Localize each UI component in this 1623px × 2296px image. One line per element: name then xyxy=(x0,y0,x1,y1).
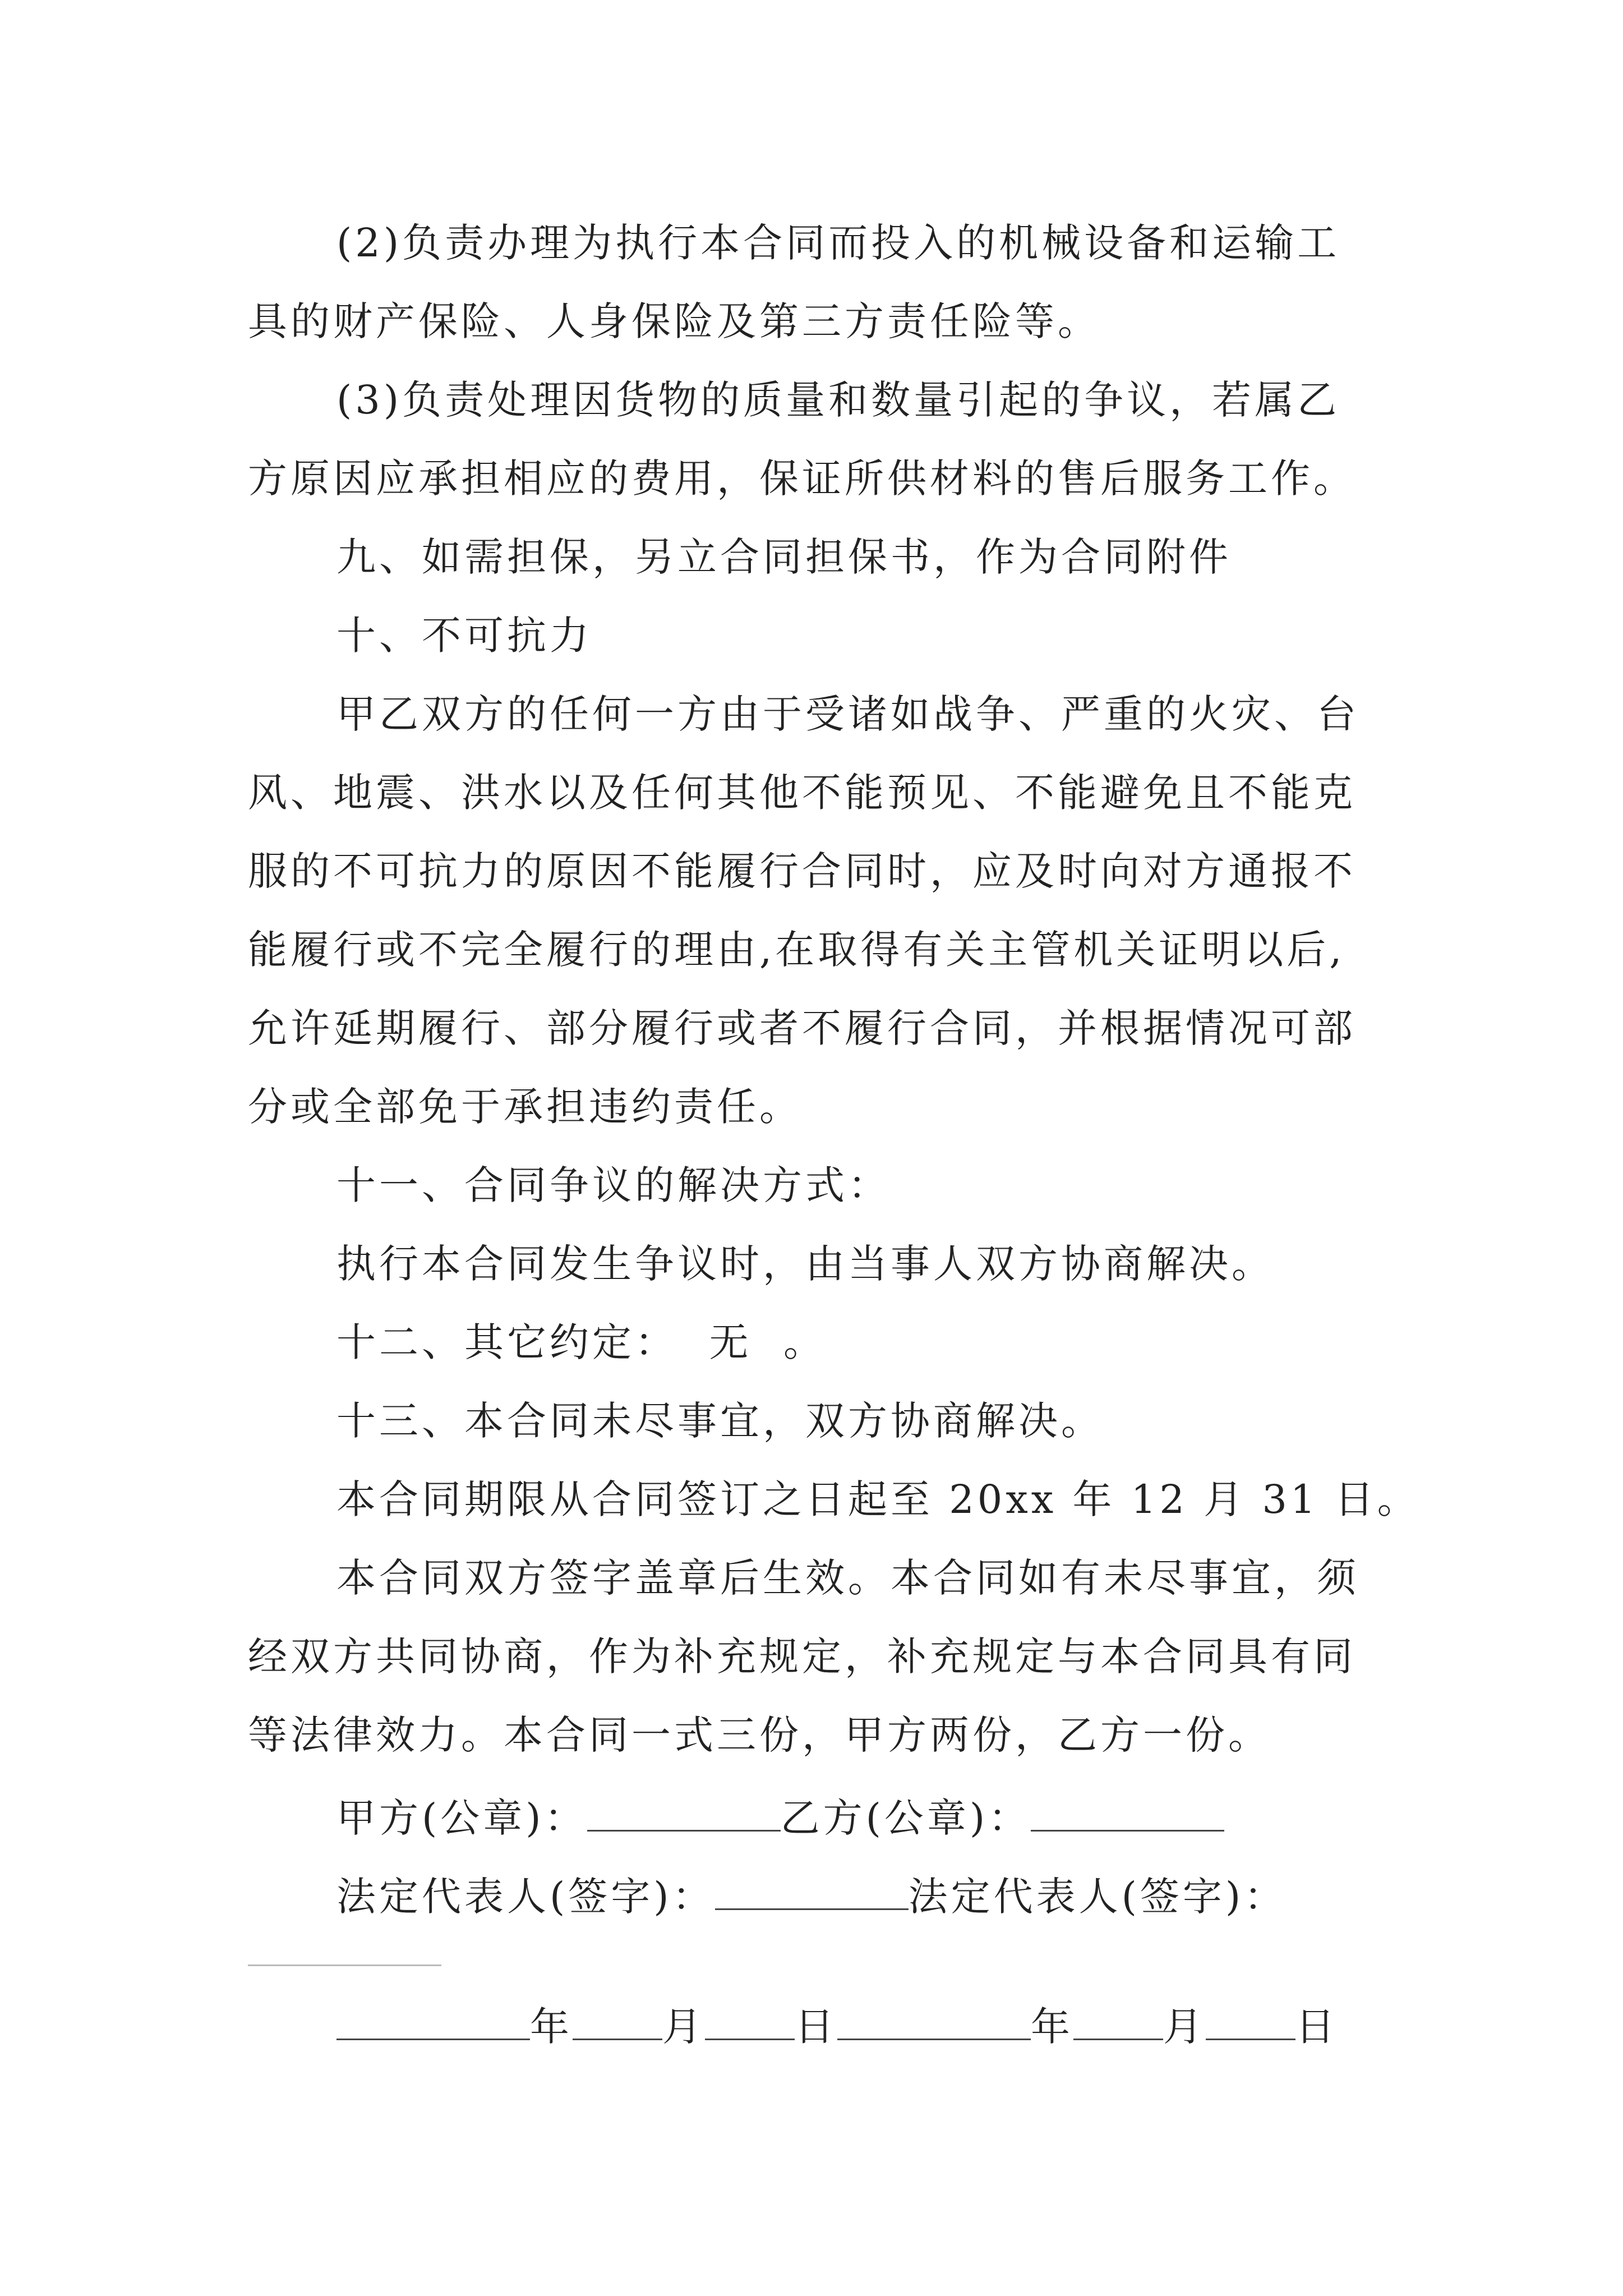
paragraph-line: 本合同期限从合同签订之日起至 20xx 年 12 月 31 日。 xyxy=(336,1476,1420,1522)
year-blank xyxy=(336,2003,530,2040)
section-heading: 十二、其它约定： 无 。 xyxy=(336,1319,827,1365)
month-blank xyxy=(1073,2003,1163,2040)
party-a-seal-blank xyxy=(587,1794,781,1832)
day-blank xyxy=(1206,2003,1295,2040)
paragraph-line: 服的不可抗力的原因不能履行合同时，应及时向对方通报不 xyxy=(248,848,1356,894)
paragraph-line: (3)负责处理因货物的质量和数量引起的争议，若属乙 xyxy=(336,377,1340,423)
party-b-representative-blank xyxy=(248,1964,441,1966)
paragraph-line: 经双方共同协商，作为补充规定，补充规定与本合同具有同 xyxy=(248,1634,1356,1680)
section-heading: 十三、本合同未尽事宜，双方协商解决。 xyxy=(336,1398,1104,1444)
party-b-seal-blank xyxy=(1031,1794,1224,1832)
year-label: 年 xyxy=(1031,2004,1073,2050)
year-blank xyxy=(837,2003,1031,2040)
party-b-seal-label: 乙方(公章)： xyxy=(780,1795,1031,1841)
section-heading: 十、不可抗力 xyxy=(336,613,592,659)
day-label: 日 xyxy=(1295,2004,1338,2050)
paragraph-line: 具的财产保险、人身保险及第三方责任险等。 xyxy=(248,298,1100,344)
seal-signature-row xyxy=(336,1794,1224,1841)
section-heading: 十一、合同争议的解决方式： xyxy=(336,1162,891,1208)
party-a-representative-blank xyxy=(715,1872,909,1910)
date-row xyxy=(336,2003,1338,2050)
paragraph-line: 允许延期履行、部分履行或者不履行合同，并根据情况可部 xyxy=(248,1005,1356,1051)
paragraph-line: 分或全部免于承担违约责任。 xyxy=(248,1084,802,1130)
year-label: 年 xyxy=(530,2004,573,2050)
section-heading: 九、如需担保，另立合同担保书，作为合同附件 xyxy=(336,534,1232,580)
paragraph-line: 能履行或不完全履行的理由,在取得有关主管机关证明以后, xyxy=(248,927,1345,973)
paragraph-line: 执行本合同发生争议时，由当事人双方协商解决。 xyxy=(336,1241,1274,1287)
month-blank xyxy=(573,2003,662,2040)
month-label: 月 xyxy=(662,2004,705,2050)
day-blank xyxy=(705,2003,795,2040)
party-b-representative-label: 法定代表人(签字)： xyxy=(908,1874,1287,1920)
paragraph-line: 方原因应承担相应的费用，保证所供材料的售后服务工作。 xyxy=(248,455,1356,501)
party-a-representative-label: 法定代表人(签字)： xyxy=(336,1874,715,1920)
month-label: 月 xyxy=(1163,2004,1206,2050)
day-label: 日 xyxy=(795,2004,837,2050)
paragraph-line: 甲乙双方的任何一方由于受诸如战争、严重的火灾、台 xyxy=(336,691,1359,737)
representative-signature-row xyxy=(336,1872,1287,1920)
paragraph-line: (2)负责办理为执行本合同而投入的机械设备和运输工 xyxy=(336,220,1340,266)
paragraph-line: 本合同双方签字盖章后生效。本合同如有未尽事宜，须 xyxy=(336,1555,1359,1601)
paragraph-line: 等法律效力。本合同一式三份，甲方两份，乙方一份。 xyxy=(248,1712,1271,1758)
paragraph-line: 风、地震、洪水以及任何其他不能预见、不能避免且不能克 xyxy=(248,770,1356,816)
party-a-seal-label: 甲方(公章)： xyxy=(336,1795,587,1841)
